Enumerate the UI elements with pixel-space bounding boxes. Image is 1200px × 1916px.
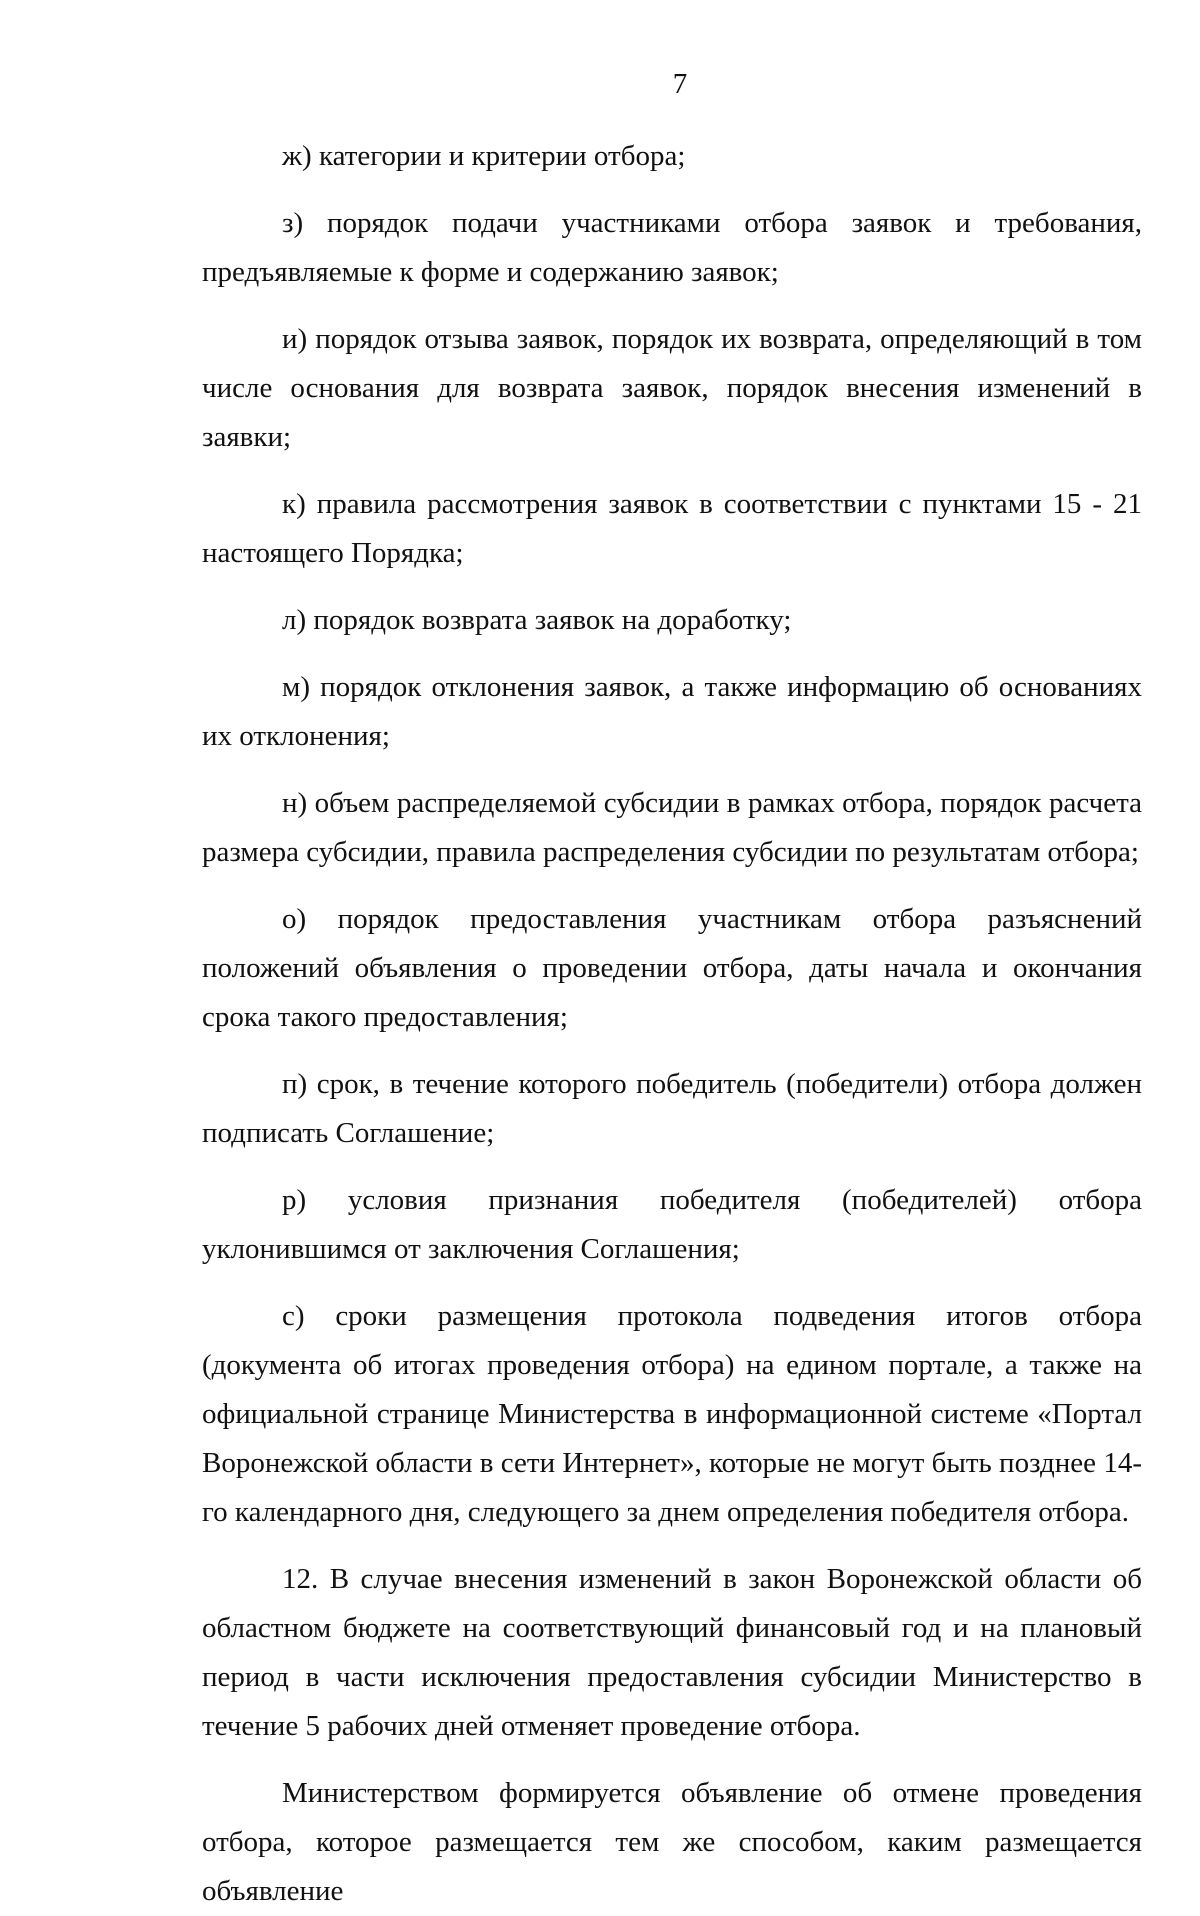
paragraph-zh: ж) категории и критерии отбора; [282,140,686,172]
paragraph-n: н) объем распределяемой субсидии в рамках отбора, порядок расчета размера субсидии, правила распределения субсидии по результатам отбора; [202,787,1142,868]
paragraph-cancellation-notice: Министерством формируется объявление об отмене проведения отбора, которое размещается тем же способом, каким размещается объявление [202,1777,1142,1907]
document-body [202,114,1142,1916]
paragraph-z: з) порядок подачи участниками отбора заявок и требования, предъявляемые к форме и содержанию заявок; [202,207,1142,288]
page-number: 7 [672,68,688,100]
paragraph-p: п) срок, в течение которого победитель (победители) отбора должен подписать Соглашение; [202,1068,1142,1149]
paragraph-r: р) условия признания победителя (победителей) отбора уклонившимся от заключения Соглашения; [202,1184,1142,1265]
paragraph-k: к) правила рассмотрения заявок в соответствии с пунктами 15 - 21 настоящего Порядка; [202,488,1142,569]
paragraph-i: и) порядок отзыва заявок, порядок их возврата, определяющий в том числе основания для возврата заявок, порядок внесения изменений в заявки; [202,323,1142,453]
paragraph-l: л) порядок возврата заявок на доработку; [282,604,792,636]
paragraph-m: м) порядок отклонения заявок, а также информацию об основаниях их отклонения; [202,671,1142,752]
paragraph-s: с) сроки размещения протокола подведения итогов отбора (документа об итогах проведения отбора) на едином портале, а также на официальной странице Министерства в информационной системе «Портал Воронежской области в сети Интернет», которые не могут быть позднее 14-го календарного дня, следующего за днем определения победителя отбора. [202,1300,1142,1528]
paragraph-12: 12. В случае внесения изменений в закон Воронежской области об областном бюджете на соответствующий финансовый год и на плановый период в части исключения предоставления субсидии Министерство в течение 5 рабочих дней отменяет проведение отбора. [202,1563,1142,1742]
paragraph-o: о) порядок предоставления участникам отбора разъяснений положений объявления о проведении отбора, даты начала и окончания срока такого предоставления; [202,903,1142,1033]
